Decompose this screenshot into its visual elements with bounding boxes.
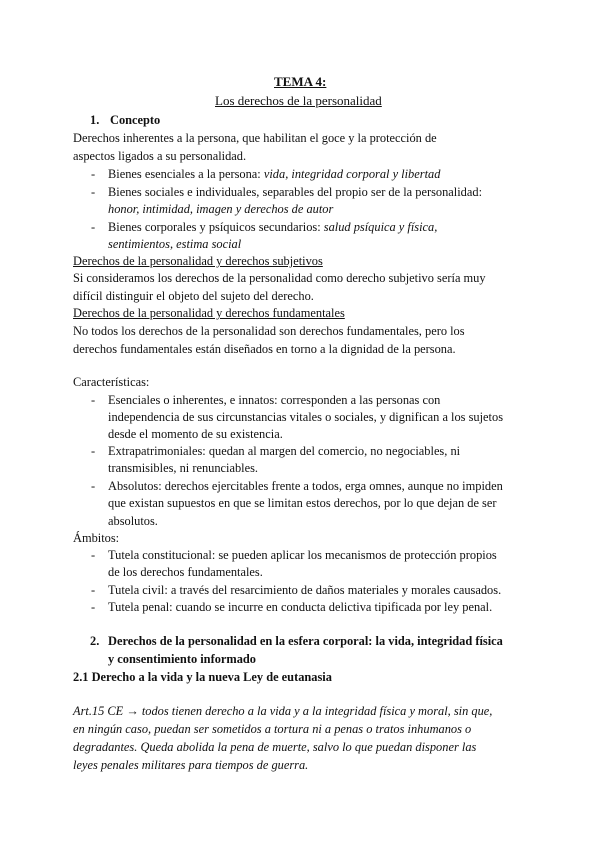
bullet-item-cont: independencia de sus circunstancias vitales o sociales, y dignifican a los sujetos (108, 410, 504, 424)
bullet-item: Tutela civil: a través del resarcimiento de daños materiales y morales causados. (108, 583, 502, 597)
section-number: 2. (90, 634, 100, 648)
paragraph-line: difícil distinguir el objeto del sujeto del derecho. (73, 289, 314, 303)
article-quote-line: en ningún caso, puedan ser sometidos a tortura ni a penas o tratos inhumanos o (73, 722, 472, 736)
bullet-dash: - (91, 220, 96, 234)
paragraph-line: Si consideramos los derechos de la personalidad como derecho subjetivo sería muy (73, 271, 486, 285)
bullet-item-cont: sentimientos, estima social (108, 237, 242, 251)
article-quote-line: degradantes. Queda abolida la pena de muerte, salvo lo que puedan disponer las (73, 740, 477, 754)
section-heading: Concepto (110, 113, 161, 127)
bullet-item: Absolutos: derechos ejercitables frente a todos, erga omnes, aunque no impiden (108, 479, 503, 493)
characteristics-label: Características: (73, 375, 150, 389)
bullet-dash: - (91, 167, 96, 181)
bullet-dash: - (91, 185, 96, 199)
bullet-dash: - (91, 393, 96, 407)
section-heading-cont: y consentimiento informado (108, 652, 256, 666)
subsection-heading: 2.1 Derecho a la vida y la nueva Ley de eutanasia (73, 670, 332, 684)
paragraph-line: No todos los derechos de la personalidad son derechos fundamentales, pero los (73, 324, 465, 338)
article-quote-line: leyes penales militares para tiempos de guerra. (73, 758, 309, 772)
bullet-item-cont: absolutos. (108, 514, 158, 528)
bullet-item: Bienes sociales e individuales, separables del propio ser de la personalidad: (108, 185, 483, 199)
scopes-label: Ámbitos: (73, 531, 120, 545)
bullet-item: Bienes corporales y psíquicos secundarios: salud psíquica y física, (108, 220, 438, 234)
bullet-item: Tutela constitucional: se pueden aplicar los mecanismos de protección propios (108, 548, 497, 562)
bullet-item-cont: que existan supuestos en que se limitan estos derechos, por lo que dejan de ser (108, 496, 497, 510)
bullet-dash: - (91, 583, 96, 597)
bullet-dash: - (91, 548, 96, 562)
section-number: 1. (90, 113, 100, 127)
bullet-dash: - (91, 479, 96, 493)
bullet-item-cont: transmisibles, ni renunciables. (108, 461, 259, 475)
doc-subtitle: Los derechos de la personalidad (215, 93, 382, 108)
bullet-item-cont: desde el momento de su existencia. (108, 427, 283, 441)
intro-line: Derechos inherentes a la persona, que habilitan el goce y la protección de (73, 131, 437, 145)
bullet-item-cont: de los derechos fundamentales. (108, 565, 263, 579)
subsection-heading: Derechos de la personalidad y derechos subjetivos (73, 254, 323, 268)
bullet-item: Tutela penal: cuando se incurre en conducta delictiva tipificada por ley penal. (108, 600, 493, 614)
subsection-heading: Derechos de la personalidad y derechos fundamentales (73, 306, 345, 320)
doc-title: TEMA 4: (274, 74, 327, 89)
bullet-item: Extrapatrimoniales: quedan al margen del comercio, no negociables, ni (108, 444, 461, 458)
bullet-item: Esenciales o inherentes, e innatos: corresponden a las personas con (108, 393, 441, 407)
paragraph-line: derechos fundamentales están diseñados en torno a la dignidad de la persona. (73, 342, 456, 356)
article-quote-line: Art.15 CE → todos tienen derecho a la vida y a la integridad física y moral, sin que, (73, 704, 493, 718)
bullet-dash: - (91, 600, 96, 614)
section-heading: Derechos de la personalidad en la esfera corporal: la vida, integridad física (108, 634, 503, 648)
bullet-item-cont: honor, intimidad, imagen y derechos de autor (108, 202, 334, 216)
bullet-dash: - (91, 444, 96, 458)
bullet-item: Bienes esenciales a la persona: vida, integridad corporal y libertad (108, 167, 441, 181)
intro-line: aspectos ligados a su personalidad. (73, 149, 247, 163)
